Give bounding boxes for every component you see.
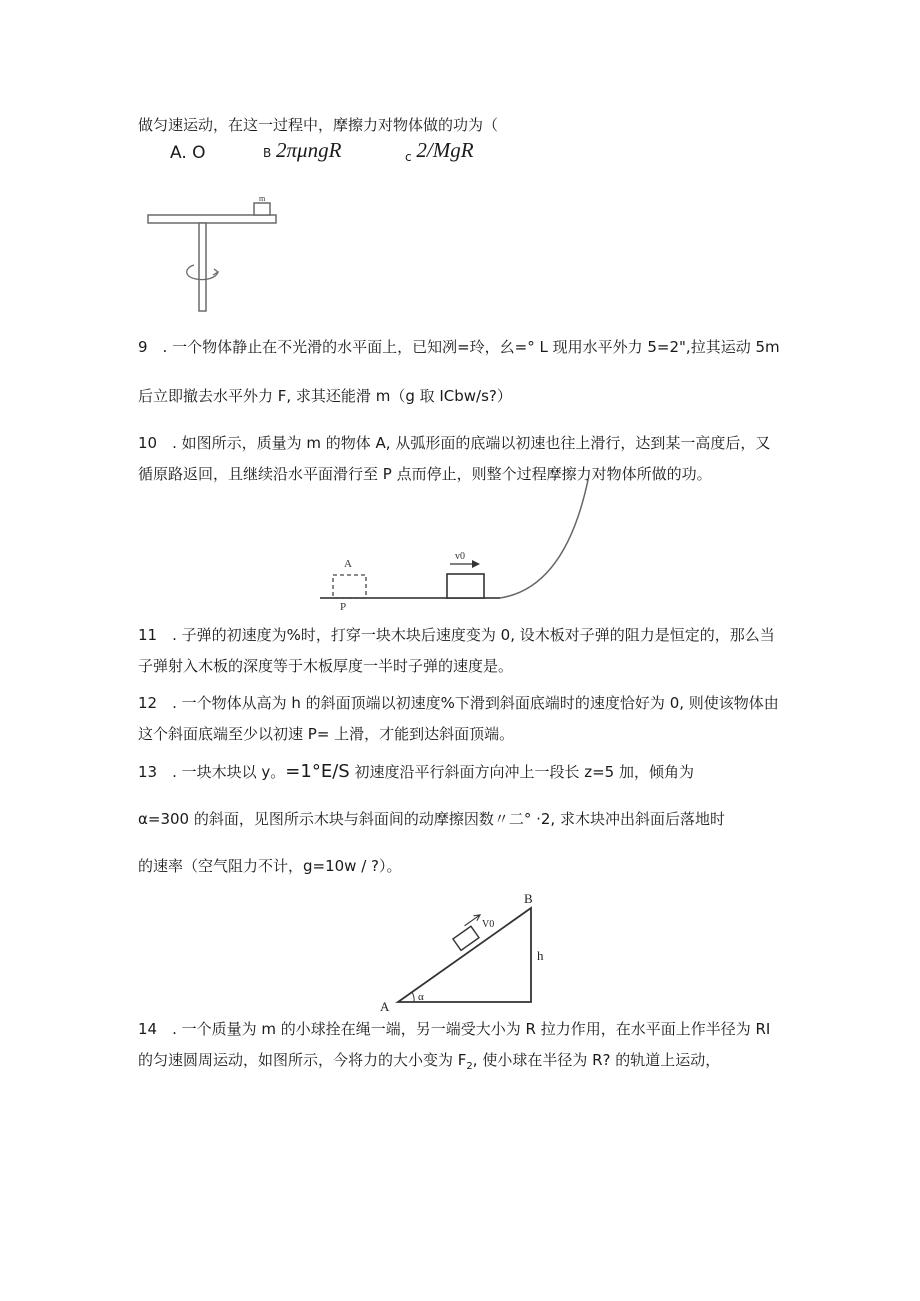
turntable-figure (140, 190, 285, 315)
incline-triangle (398, 908, 531, 1002)
mass-block (254, 203, 270, 215)
q14-line-1: 14 . 一个质量为 m 的小球拴在绳一端，另一端受大小为 R 拉力作用，在水平面上作半径为 RI (138, 1020, 771, 1038)
turntable-plate (148, 215, 276, 223)
label-b: B (524, 891, 533, 906)
q10-line-1: 10 . 如图所示，质量为 m 的物体 A, 从弧形面的底端以初速也往上滑行，达到某一高度后，又 (138, 434, 771, 452)
incline-figure (370, 890, 560, 1015)
angle-arc (412, 992, 414, 1002)
q14-line-2-prefix: 的匀速圆周运动，如图所示，今将力的大小变为 F (138, 1051, 467, 1069)
q12-line-1: 12 . 一个物体从高为 h 的斜面顶端以初速度%下滑到斜面底端时的速度恰好为 0, 则使该物体由 (138, 694, 779, 712)
q13-line-1-prefix: 13 . 一块木块以 y。 (138, 763, 286, 781)
q8-option-c-expr: 2/MgR (416, 138, 474, 162)
q9-line-1: 9 . 一个物体静止在不光滑的水平面上，已知冽=玲，幺=° L 现用水平外力 5=2",拉其运动 5m (138, 338, 780, 356)
q13-line-2: α=300 的斜面，见图所示木块与斜面间的动摩擦因数〃二° ·2, 求木块冲出斜面后落地时 (138, 810, 725, 828)
turntable-shaft (199, 223, 206, 311)
q13-line-1 (138, 762, 694, 782)
q8-option-c-label: c (405, 150, 412, 164)
q8-stem-tail: 做匀速运动，在这一过程中，摩擦力对物体做的功为（ (138, 116, 499, 134)
label-a: A (344, 558, 352, 570)
label-p: P (340, 601, 347, 613)
q12-line-2: 这个斜面底端至少以初速 P= 上滑，才能到达斜面顶端。 (138, 725, 515, 743)
q13-initial-speed: =1°E/S (285, 761, 350, 782)
q8-option-a: A. O (170, 143, 206, 163)
q8-option-b-label: B (263, 146, 272, 160)
q10-line-2: 循原路返回，且继续沿水平面滑行至 P 点而停止，则整个过程摩擦力对物体所做的功。 (138, 465, 712, 483)
velocity-arrowhead-icon (472, 560, 480, 568)
label-alpha: α (418, 991, 424, 1003)
q13-line-1-suffix: 初速度沿平行斜面方向冲上一段长 z=5 加，倾角为 (349, 763, 694, 781)
q14-line-2 (138, 1050, 720, 1077)
label-a: A (380, 999, 390, 1014)
q8-option-b-expr: 2πμngR (276, 138, 342, 162)
label-v0: v0 (455, 551, 465, 562)
q14-subscript: 2 (466, 1061, 473, 1072)
curved-surface-figure (320, 478, 590, 618)
block-moving (447, 574, 484, 598)
q11-line-2: 子弹射入木板的深度等于木板厚度一半时子弹的速度是。 (138, 657, 514, 675)
q8-option-b (263, 138, 341, 163)
mass-label: m (259, 194, 266, 203)
q13-line-3: 的速率（空气阻力不计，g=10w / ?）。 (138, 857, 402, 875)
label-v0: V0 (482, 919, 495, 930)
block-a-dashed (333, 575, 366, 598)
label-h: h (537, 948, 544, 963)
q8-option-c (405, 138, 474, 164)
q14-line-2-suffix: , 使小球在半径为 R? 的轨道上运动， (472, 1051, 721, 1069)
q11-line-1: 11 . 子弹的初速度为%时，打穿一块木块后速度变为 0, 设木板对子弹的阻力是恒定的，那么当 (138, 626, 775, 644)
q9-line-2: 后立即撤去水平外力 F, 求其还能滑 m（g 取 ICbw/s?） (138, 387, 512, 405)
arc-surface (500, 480, 588, 598)
